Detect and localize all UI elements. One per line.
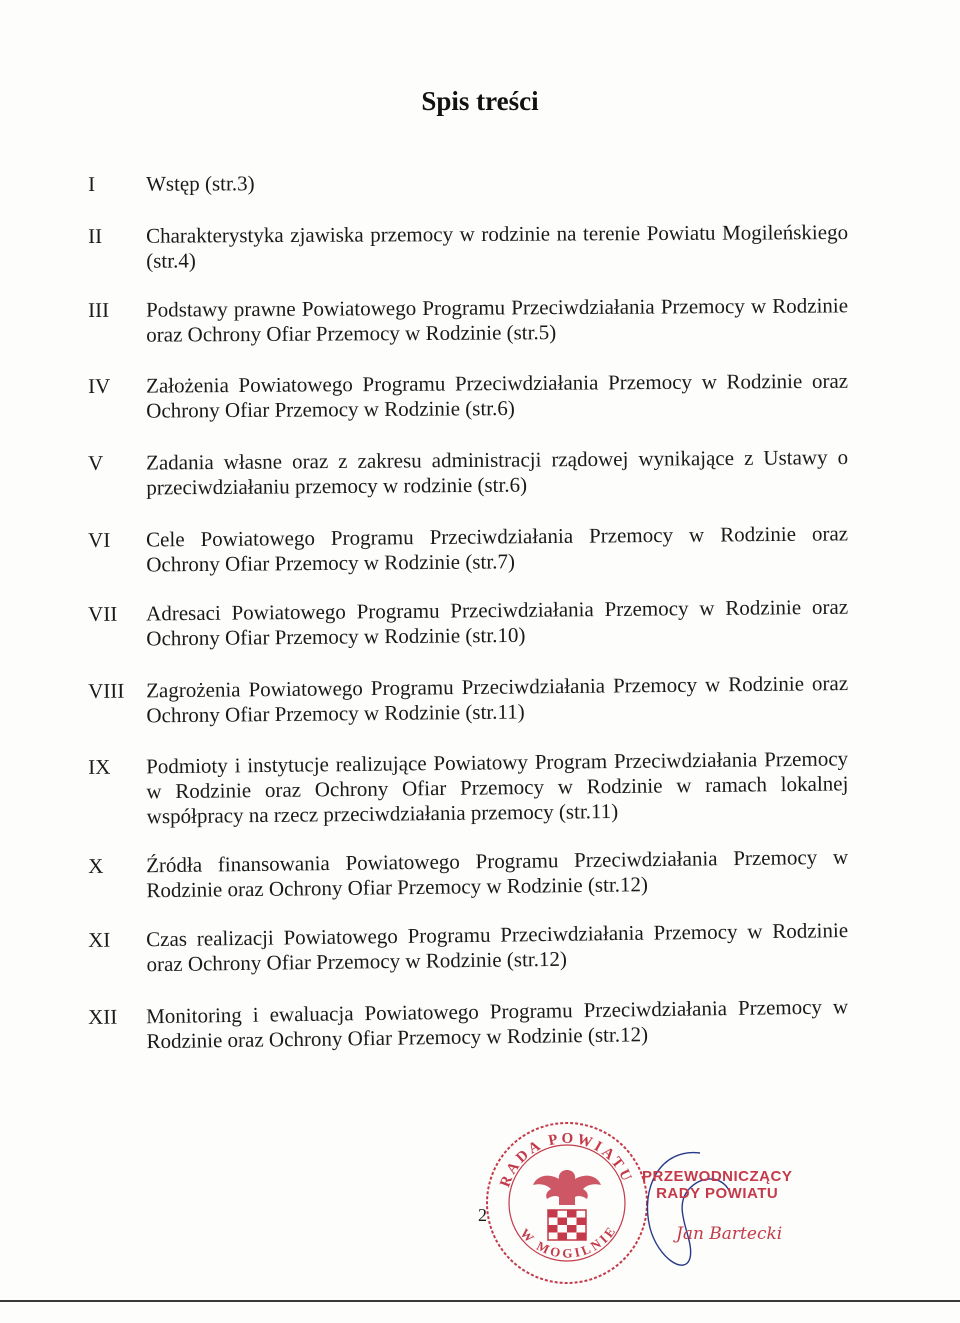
toc-entry-text: Podstawy prawne Powiatowego Programu Przeciwdziałania Przemocy w Rodzinie oraz Ochrony Ofiar Przemocy w Rodzinie (str.5) <box>145 293 849 347</box>
toc-entry <box>88 595 848 652</box>
toc-entry-number: X <box>88 853 104 878</box>
toc-entry-text: Wstęp (str.3) <box>145 171 255 196</box>
toc-entry-number: XI <box>88 927 111 952</box>
toc-entry-text: Zadania własne oraz z zakresu administracji rządowej wynikające z Ustawy o przeciwdziałaniu przemocy w rodzinie (str.6) <box>145 445 849 500</box>
toc-entry-number: IV <box>88 373 111 398</box>
toc-entry <box>88 220 848 274</box>
toc-entry-text: Podmioty i instytucje realizujące Powiatowy Program Przeciwdziałania Przemocy w Rodzinie oraz Ochrony Ofiar Przemocy w Rodzinie w ramach lokalnej współpracy na rzecz przeciwdziałania przemocy (str.11) <box>145 746 849 829</box>
toc-entry-number: II <box>88 223 103 248</box>
toc-entry-text: Zagrożenia Powiatowego Programu Przeciwdziałania Przemocy w Rodzinie oraz Ochrony Ofiar Przemocy w Rodzinie (str.11) <box>145 671 849 728</box>
toc-entry-number: I <box>88 171 96 196</box>
toc-entry-number: IX <box>88 754 111 779</box>
page-number: 2 <box>478 1205 487 1225</box>
toc-entry <box>88 293 848 348</box>
toc-entry-text: Źródła finansowania Powiatowego Programu Przeciwdziałania Przemocy w Rodzinie oraz Ochrony Ofiar Przemocy w Rodzinie (str.12) <box>145 844 849 903</box>
toc-entry-number: VI <box>88 527 111 552</box>
chairman-stamp <box>642 1168 792 1202</box>
page-title: Spis treści <box>421 86 539 116</box>
toc-entry-number: XII <box>88 1004 118 1029</box>
toc-entry <box>88 994 849 1055</box>
toc-entry-number: V <box>88 450 104 475</box>
toc-entry <box>88 845 849 904</box>
seal-top-text: RADA POWIATU <box>497 1130 636 1190</box>
toc-entry-number: III <box>88 297 110 322</box>
toc-entry-text: Założenia Powiatowego Programu Przeciwdziałania Przemocy w Rodzinie oraz Ochrony Ofiar Przemocy w Rodzinie (str.6) <box>145 368 849 423</box>
stamp-line-2: RADY POWIATU <box>656 1185 779 1202</box>
signature-name: Jan Bartecki <box>676 1224 783 1244</box>
toc-entry <box>88 918 849 978</box>
toc-entry-text: Monitoring i ewaluacja Powiatowego Programu Przeciwdziałania Przemocy w Rodzinie oraz Ochrony Ofiar Przemocy w Rodzinie (str.12) <box>145 994 849 1054</box>
toc-entry <box>88 521 848 578</box>
stamp-line-1: PRZEWODNICZĄCY <box>642 1168 793 1185</box>
seal-bottom-text: W MOGILNIE <box>517 1221 620 1261</box>
toc-entry <box>88 169 848 197</box>
toc-entry-text: Charakterystyka zjawiska przemocy w rodzinie na terenie Powiatu Mogileńskiego (str.4) <box>145 220 849 273</box>
toc-entry <box>88 746 849 830</box>
eagle-emblem-icon <box>533 1170 601 1240</box>
toc-entry-text: Czas realizacji Powiatowego Programu Przeciwdziałania Przemocy w Rodzinie oraz Ochrony Ofiar Przemocy w Rodzinie (str.12) <box>145 918 849 977</box>
toc-entry-text: Adresaci Powiatowego Programu Przeciwdziałania Przemocy w Rodzinie oraz Ochrony Ofiar Przemocy w Rodzinie (str.10) <box>145 594 849 651</box>
toc-entry-number: VIII <box>88 678 125 703</box>
toc-entry <box>88 671 848 729</box>
toc-entry-number: VII <box>88 601 118 626</box>
official-seal-stamp <box>482 1118 652 1288</box>
toc-entry-text: Cele Powiatowego Programu Przeciwdziałania Przemocy w Rodzinie oraz Ochrony Ofiar Przemocy w Rodzinie (str.7) <box>145 521 849 577</box>
toc-entry <box>88 445 848 501</box>
toc-entry <box>88 369 848 424</box>
scan-bottom-edge <box>0 1300 960 1323</box>
